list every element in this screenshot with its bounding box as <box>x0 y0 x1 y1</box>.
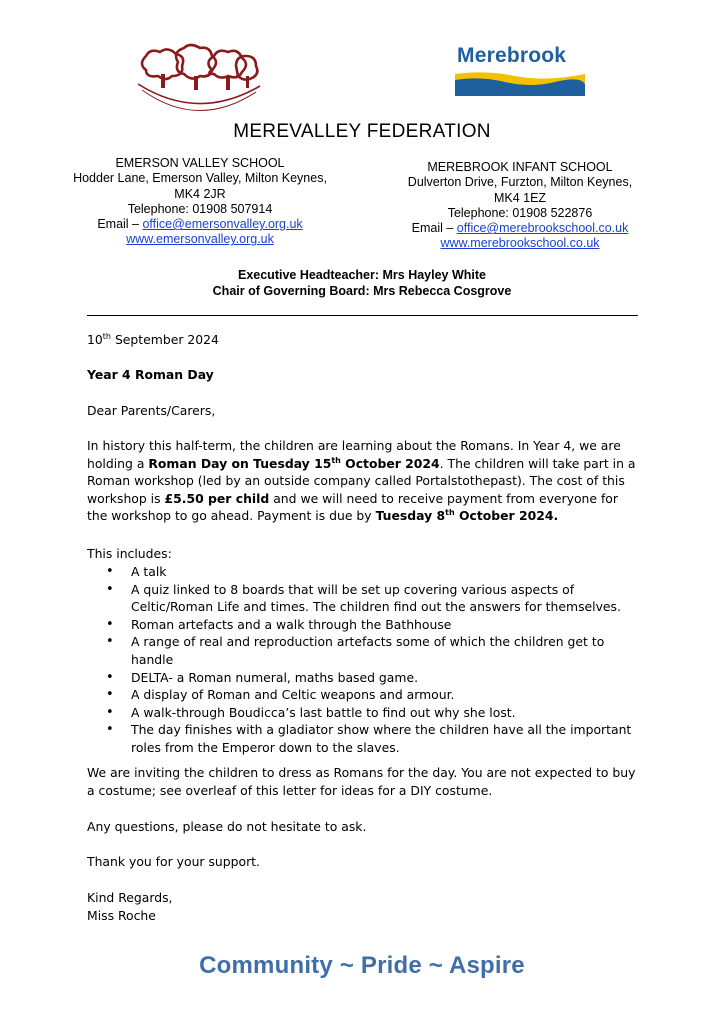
website-link[interactable]: www.merebrookschool.co.uk <box>440 236 600 251</box>
executive-headteacher: Executive Headteacher: Mrs Hayley White <box>237 268 487 282</box>
merebrook-logo-text: Merebrook <box>457 44 567 67</box>
merebrook-wave-icon <box>455 70 585 96</box>
address-line: MK4 1EZ <box>493 190 547 205</box>
letter-paragraph-thanks: Thank you for your support. <box>87 854 260 869</box>
email-link[interactable]: office@merebrookschool.co.uk <box>456 221 629 236</box>
text-run: October 2024. <box>454 508 559 524</box>
list-item: • DELTA- a Roman numeral, maths based game. <box>87 669 647 687</box>
email-line <box>60 217 340 232</box>
letter-greeting: Dear Parents/Carers, <box>87 403 216 418</box>
ordinal-suffix: th <box>445 508 455 518</box>
tree-logo-icon <box>128 40 268 112</box>
merebrook-logo <box>455 42 585 98</box>
list-item: • The day finishes with a gladiator show where the children have all the important roles from the Emperor down to the slaves. <box>87 721 647 756</box>
text-run: In history this half-term, the children are learning about the Romans. In Year 4, we are holding a <box>87 438 621 471</box>
school-right-address <box>385 160 655 252</box>
address-line: Hodder Lane, Emerson Valley, Milton Keynes, <box>73 171 327 186</box>
letter-paragraph-intro <box>87 437 642 525</box>
school-left-address <box>60 156 340 248</box>
date-suffix: th <box>102 331 111 341</box>
telephone: Telephone: 01908 522876 <box>447 205 593 220</box>
text-run: Roman Day on Tuesday 15 <box>148 455 332 471</box>
email-label: Email – <box>411 221 457 236</box>
address-line: MK4 2JR <box>174 186 226 201</box>
list-item: • A display of Roman and Celtic weapons and armour. <box>87 686 647 704</box>
text-run: Tuesday 8 <box>375 508 446 524</box>
email-line <box>385 221 655 236</box>
list-item: • A quiz linked to 8 boards that will be set up covering various aspects of Celtic/Roman Life and times. The children find out the answers for themselves. <box>87 581 647 616</box>
activity-list <box>87 563 647 757</box>
includes-heading: This includes: <box>87 546 172 561</box>
ordinal-suffix: th <box>331 455 341 465</box>
school-motto: Community ~ Pride ~ Aspire <box>199 952 525 979</box>
website-link[interactable]: www.emersonvalley.org.uk <box>126 232 274 247</box>
school-name: EMERSON VALLEY SCHOOL <box>115 156 285 170</box>
telephone: Telephone: 01908 507914 <box>127 201 273 216</box>
event-date <box>148 456 439 471</box>
header-divider <box>87 315 638 316</box>
date-rest: September 2024 <box>111 332 219 347</box>
cost: £5.50 per child <box>164 490 270 506</box>
emerson-valley-logo <box>128 40 268 112</box>
date-day: 10 <box>87 332 103 347</box>
letter-paragraph-questions: Any questions, please do not hesitate to ask. <box>87 819 367 834</box>
letter-paragraph-costume: We are inviting the children to dress as Romans for the day. You are not expected to buy a costume; see overleaf of this letter for ideas for a DIY costume. <box>87 765 636 798</box>
list-item: • Roman artefacts and a walk through the Bathhouse <box>87 616 647 634</box>
federation-title: MEREVALLEY FEDERATION <box>233 121 491 142</box>
payment-deadline <box>376 508 559 523</box>
text-run: . The children will take part in a Roman workshop (led by an outside company called Portalstothepast). The cost of this workshop is <box>87 455 636 506</box>
email-label: Email – <box>97 217 143 232</box>
letter-subject: Year 4 Roman Day <box>87 367 214 382</box>
list-item: • A walk-through Boudicca’s last battle to find out why she lost. <box>87 704 647 722</box>
list-item: • A talk <box>87 563 647 581</box>
text-run: October 2024 <box>340 455 440 471</box>
headteacher-info <box>0 268 724 299</box>
email-link[interactable]: office@emersonvalley.org.uk <box>142 217 303 232</box>
chair-of-governors: Chair of Governing Board: Mrs Rebecca Cosgrove <box>212 283 512 298</box>
school-name: MEREBROOK INFANT SCHOOL <box>427 160 613 174</box>
letter-date <box>87 331 219 349</box>
address-line: Dulverton Drive, Furzton, Milton Keynes, <box>407 175 633 190</box>
list-item: • A range of real and reproduction artefacts some of which the children get to handle <box>87 633 647 668</box>
letter-signer: Miss Roche <box>87 908 156 923</box>
letter-closing: Kind Regards, <box>87 890 173 905</box>
text-run: and we will need to receive payment from everyone for the workshop to go ahead. Payment is due by <box>87 490 618 524</box>
